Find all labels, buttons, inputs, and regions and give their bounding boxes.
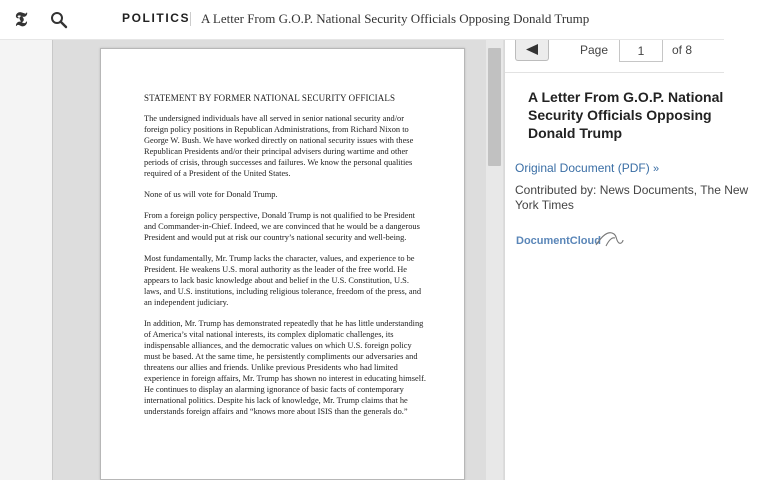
header-divider: [190, 12, 191, 26]
contributor-line: York Times: [515, 198, 574, 212]
original-document-link[interactable]: [515, 161, 659, 175]
documentcloud-logo[interactable]: [516, 228, 626, 252]
document-title-line: Security Officials Opposing: [528, 107, 712, 123]
contributor-credit: [515, 183, 755, 213]
previous-page-button[interactable]: [515, 40, 549, 61]
document-page[interactable]: [100, 48, 465, 480]
page-navigator: [505, 40, 724, 73]
paragraph: The undersigned individuals have all served in senior national security and/or foreign policy positions in Republican Administrations, from Richard Nixon to George W. Bush. We have worked directly on national security issues with these Republican Presidents and/or their principal advisers during wartime and other periods of crisis, through successes and failures. We know the personal qualities required of a President of the United States.: [144, 114, 414, 178]
paragraph: None of us will vote for Donald Trump.: [144, 190, 278, 199]
paragraph: Most fundamentally, Mr. Trump lacks the character, values, and experience to be President. He weakens U.S. moral authority as the leader of the free world. He appears to lack basic knowledge about and belief in the U.S. Constitution, U.S. laws, and U.S. institutions, including religious tolerance, freedom of the press, and an independent judiciary.: [144, 254, 422, 307]
page-headline: A Letter From G.O.P. National Security Officials Opposing Donald Trump: [201, 11, 590, 26]
paragraph: From a foreign policy perspective, Donald Trump is not qualified to be President and Commander-in-Chief. Indeed, we are convinced that he would be a dangerous President and would put at risk our country’s national security and well-being.: [144, 211, 420, 242]
paragraph: In addition, Mr. Trump has demonstrated repeatedly that he has little understanding of America’s vital national interests, its complex diplomatic challenges, its indispensable alliances, and the democratic values on which U.S. foreign policy must be based. At the same time, he persistently compliments our adversaries and threatens our allies and friends. Unlike previous Presidents who had limited experience in foreign affairs, Mr. Trump has shown no interest in educating himself. He continues to display an alarming ignorance of basic facts of contemporary international politics. Despite his lack of knowledge, Mr. Trump claims that he understands foreign affairs and “knows more about ISIS than the generals do.”: [144, 319, 426, 416]
page-word: Page: [580, 43, 609, 57]
vertical-scrollbar[interactable]: [486, 40, 503, 480]
document-sidebar: [505, 40, 749, 480]
original-document-link-text[interactable]: Original Document (PDF): [515, 161, 650, 175]
section-label[interactable]: POLITICS: [122, 11, 191, 25]
statement-title: STATEMENT BY FORMER NATIONAL SECURITY OFFICIALS: [144, 93, 396, 103]
page-text: [144, 93, 427, 427]
document-viewer: [0, 40, 505, 480]
document-title-line: A Letter From G.O.P. National: [528, 89, 724, 105]
scrollbar-thumb[interactable]: [488, 48, 501, 166]
left-arrow-icon: [526, 44, 538, 55]
nyt-logo-icon[interactable]: 𝕿: [14, 7, 28, 31]
search-icon[interactable]: [50, 11, 68, 29]
document-title-line: Donald Trump: [528, 125, 623, 141]
document-title: [528, 88, 768, 142]
cloud-icon: [594, 228, 624, 250]
page-total: of 8: [672, 43, 693, 57]
contributor-line: Contributed by: News Documents, The New: [515, 183, 749, 197]
documentcloud-wordmark: DocumentCloud: [516, 235, 601, 247]
page-number-input[interactable]: [619, 40, 663, 62]
top-header: [0, 0, 724, 40]
chevron-right-icon: »: [653, 163, 660, 175]
